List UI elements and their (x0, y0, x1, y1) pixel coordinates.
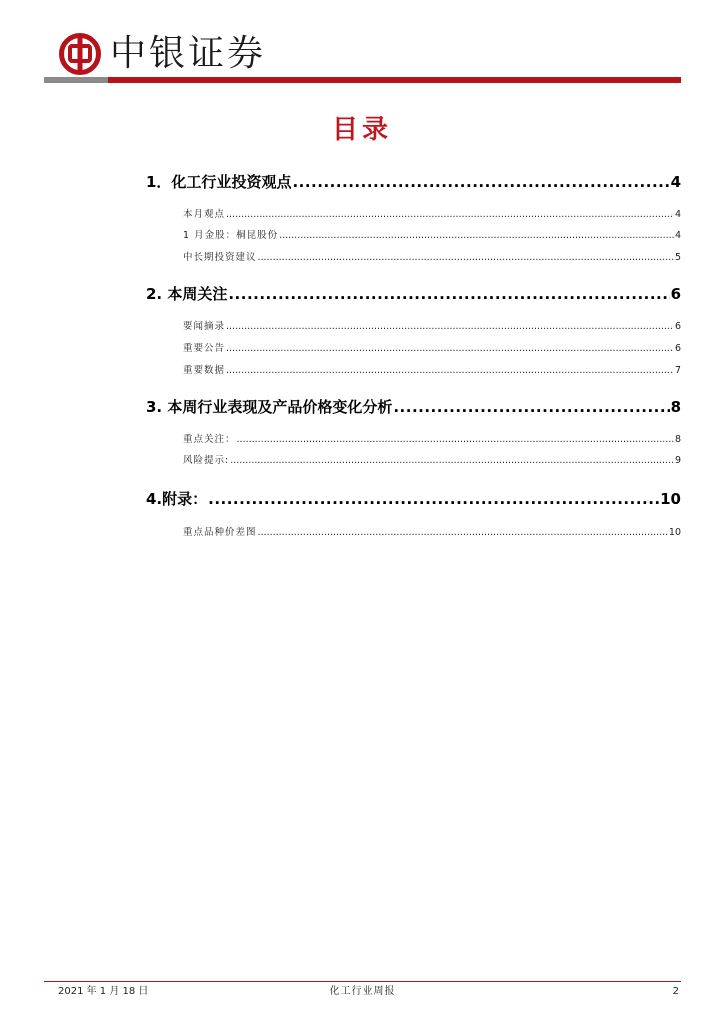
toc-leader-dots (393, 397, 669, 417)
toc-title: 目录 (331, 115, 392, 145)
toc-item[interactable] (0, 208, 724, 222)
footer-rule (44, 981, 681, 982)
toc-page-number: 10 (668, 527, 681, 538)
toc-leader-dots (226, 320, 674, 334)
toc-leader-dots (230, 454, 674, 468)
toc-item[interactable] (0, 526, 724, 540)
toc-section-label: 3. 本周行业表现及产品价格变化分析 (146, 398, 393, 416)
page-footer (44, 984, 681, 1000)
toc-item-label: 重点关注： (183, 434, 236, 445)
toc-leader-dots (208, 489, 659, 509)
toc-item[interactable] (0, 229, 724, 243)
toc-leader-dots (237, 433, 674, 447)
toc-page-number: 8 (670, 398, 681, 416)
toc-leader-dots (292, 172, 669, 192)
toc-leader-dots (258, 251, 674, 265)
toc-item-label: 重要公告 (183, 343, 226, 354)
toc-page-number: 10 (660, 490, 681, 508)
toc-leader-dots (279, 229, 674, 243)
footer-date: 2021 年 1 月 18 日 (58, 986, 149, 997)
toc-leader-dots (226, 364, 674, 378)
toc-section-2[interactable] (0, 284, 724, 304)
toc-leader-dots (226, 342, 674, 356)
toc-item-label: 风险提示: (183, 455, 230, 466)
toc-page-number: 4 (674, 230, 681, 241)
toc-section-label: 1．化工行业投资观点 (146, 173, 292, 191)
toc-leader-dots (226, 208, 674, 222)
toc-item-label: 1 月金股：桐昆股份 (183, 230, 279, 241)
toc-page-number: 6 (670, 285, 681, 303)
toc-item-label: 本月观点 (183, 209, 226, 220)
toc-leader-dots (228, 284, 669, 304)
toc-page-number: 5 (674, 252, 681, 263)
toc-item-label: 要闻摘录 (183, 321, 226, 332)
toc-page-number: 8 (674, 434, 681, 445)
toc-page-number: 6 (674, 343, 681, 354)
toc-section-3[interactable] (0, 397, 724, 417)
toc-page-number: 9 (674, 455, 681, 466)
brand-name: 中银证券 (110, 33, 267, 74)
toc-section-label: 2. 本周关注 (146, 285, 228, 303)
toc-section-4[interactable] (0, 489, 724, 509)
toc-item-label: 重点品种价差图 (183, 527, 257, 538)
footer-page-number: 2 (672, 986, 679, 997)
toc-section-1[interactable] (0, 172, 724, 192)
toc-item[interactable] (0, 342, 724, 356)
footer-report-title: 化工行业周报 (329, 986, 396, 997)
toc-item[interactable] (0, 320, 724, 334)
toc-item[interactable] (0, 454, 724, 468)
toc-page-number: 4 (670, 173, 681, 191)
toc-item[interactable] (0, 251, 724, 265)
toc-page-number: 4 (674, 209, 681, 220)
toc-item-label: 重要数据 (183, 365, 226, 376)
toc-item-label: 中长期投资建议 (183, 252, 257, 263)
toc-page-number: 6 (674, 321, 681, 332)
toc-item[interactable] (0, 433, 724, 447)
toc-item[interactable] (0, 364, 724, 378)
toc-section-label: 4.附录： (146, 490, 208, 508)
toc-leader-dots (258, 526, 668, 540)
toc-page-number: 7 (674, 365, 681, 376)
